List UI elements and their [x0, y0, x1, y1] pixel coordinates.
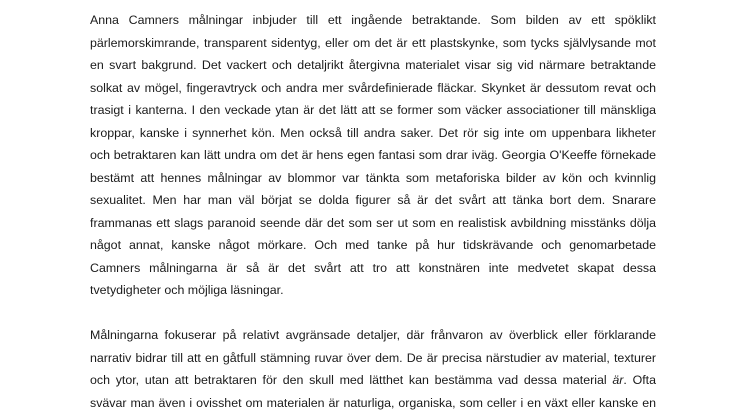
- paragraph-2: [90, 324, 656, 414]
- text-line: frammanas ett slags paranoid seende där det som ser ut som en realistisk avbildning misstänks dölja: [90, 215, 656, 230]
- paragraph-1: [90, 9, 656, 302]
- text-line: trasigt i kanterna. I den veckade ytan är det lätt att se former som väcker associationer till mänskliga: [90, 103, 656, 117]
- text-line: och betraktaren kan lätt undra om det är hens egen fantasi som drar iväg. Georgia O'Keeffe förnekade: [90, 148, 656, 162]
- text-line: Camners målningarna är så är det svårt att tro att konstnären inte medvetet skapat dessa: [90, 260, 656, 275]
- emphasized-word: är: [612, 373, 624, 387]
- text-line: tvetydigheter och möjliga läsningar.: [90, 283, 284, 297]
- text-line: kroppar, kanske i synnerhet kön. Men också till andra saker. Det rör sig inte om uppenbara likheter: [90, 125, 656, 140]
- text-line: solkat av mögel, fingeravtryck och andra mer svårdefinierade fläckar. Skynket är dessutom revat och: [90, 80, 656, 95]
- text-line: Anna Camners målningar inbjuder till ett ingående betraktande. Som bilden av ett spöklikt: [90, 13, 656, 27]
- text-line: något annat, kanske något mörkare. Och med tanke på hur tidskrävande och genomarbetade: [90, 238, 656, 252]
- paragraph-spacer: [90, 302, 656, 325]
- text-line: pärlemorskimrande, transparent sidentyg, eller om det är ett plastskynke, som tycks självlysande mot: [90, 35, 656, 50]
- text-line: narrativ bidrar till att en gåtfull stämning ruvar över dem. De är precisa närstudier av material, texturer: [90, 350, 656, 365]
- text-line-with-emphasis: [90, 369, 656, 392]
- text-line: en svart bakgrund. Det vackert och detaljrikt återgivna materialet visar sig vid närmare betraktande: [90, 58, 656, 72]
- text-segment: . Ofta: [623, 373, 656, 387]
- text-line: bestämt att hennes målningar av blommor var tänkta som metaforiska bilder av kön och kvinnlig: [90, 170, 656, 185]
- text-line: svävar man även i ovisshet om materialen är naturliga, organiska, som celler i en växt eller kanske en: [90, 395, 656, 410]
- text-line: sexualitet. Men har man väl börjat se dolda figurer så är det svårt att tänka bort dem. Snarare: [90, 193, 656, 207]
- text-line: Målningarna fokuserar på relativt avgränsade detaljer, där frånvaron av överblick eller förklarande: [90, 328, 656, 342]
- document-page: [90, 9, 656, 414]
- text-segment: och ytor, utan att betraktaren för den skull med lätthet kan bestämma vad dessa material: [90, 373, 613, 387]
